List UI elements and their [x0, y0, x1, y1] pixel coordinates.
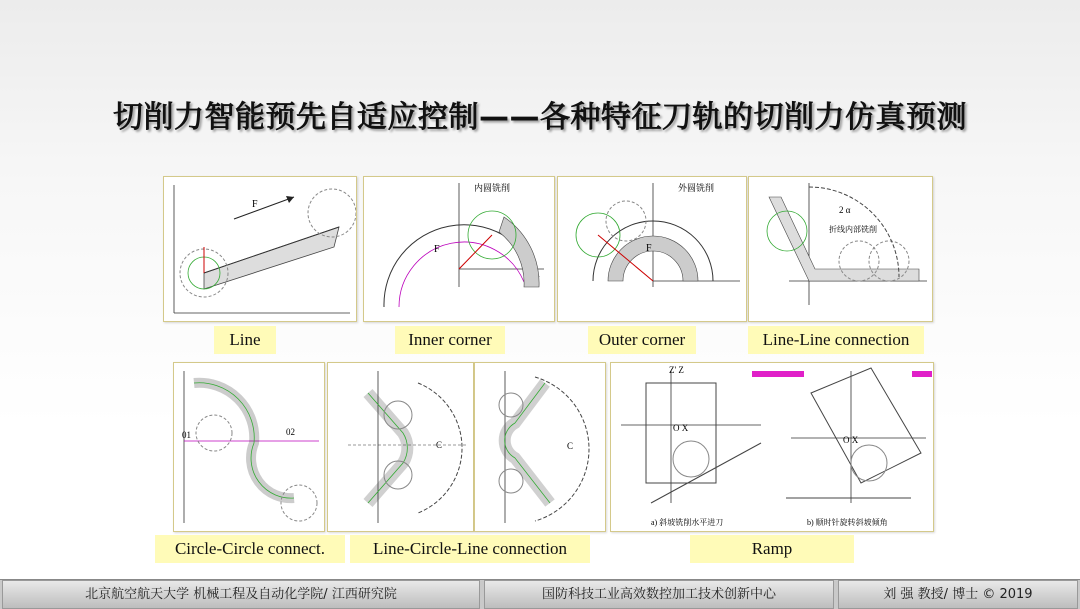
- outer-title: 外圆铣削: [678, 183, 715, 193]
- svg-text:2 α: 2 α: [839, 205, 851, 215]
- svg-text:F: F: [646, 243, 652, 254]
- ramp-accent-arrow-left: [752, 371, 804, 377]
- svg-text:F: F: [252, 199, 258, 210]
- label-ramp: Ramp: [690, 535, 854, 563]
- diagram-circle-circle: [173, 362, 325, 532]
- diagram-line-line: [748, 176, 933, 322]
- svg-text:02: 02: [286, 427, 295, 437]
- svg-text:C: C: [567, 441, 574, 451]
- lineline-title: 折线内部铣削: [829, 225, 877, 234]
- diagram-line-circle-line-b: [474, 362, 606, 532]
- label-line: Line: [214, 326, 276, 354]
- label-circle-circle: Circle-Circle connect.: [155, 535, 345, 563]
- ramp-accent-arrow-right: [912, 371, 932, 377]
- label-line-line: Line-Line connection: [748, 326, 924, 354]
- diagram-line-circle-line-a: [327, 362, 474, 532]
- footer-right: 刘 强 教授/ 博士 © 2019: [838, 580, 1078, 609]
- svg-text:C: C: [436, 440, 443, 450]
- svg-text:F: F: [434, 244, 440, 255]
- ramp-caption-b: b) 顺时针旋转斜坡倾角: [807, 518, 888, 527]
- diagram-inner-corner: [363, 176, 555, 322]
- footer-center: 国防科技工业高效数控加工技术创新中心: [484, 580, 834, 609]
- footer-left: 北京航空航天大学 机械工程及自动化学院/ 江西研究院: [2, 580, 480, 609]
- label-line-circle-line: Line-Circle-Line connection: [350, 535, 590, 563]
- svg-text:O X: O X: [843, 435, 859, 445]
- ramp-caption-a: a) 斜坡铣削水平进刀: [651, 518, 724, 527]
- label-inner-corner: Inner corner: [395, 326, 505, 354]
- label-outer-corner: Outer corner: [588, 326, 696, 354]
- footer-bar: [0, 579, 1080, 609]
- svg-text:Z' Z: Z' Z: [669, 365, 684, 375]
- svg-text:O X: O X: [673, 423, 689, 433]
- inner-title: 内圆铣削: [474, 183, 511, 193]
- diagram-line: [163, 176, 357, 322]
- slide-title: 切削力智能预先自适应控制——各种特征刀轨的切削力仿真预测: [113, 100, 967, 135]
- diagram-ramp: [610, 362, 934, 532]
- diagram-outer-corner: [557, 176, 747, 322]
- svg-text:01: 01: [182, 430, 191, 440]
